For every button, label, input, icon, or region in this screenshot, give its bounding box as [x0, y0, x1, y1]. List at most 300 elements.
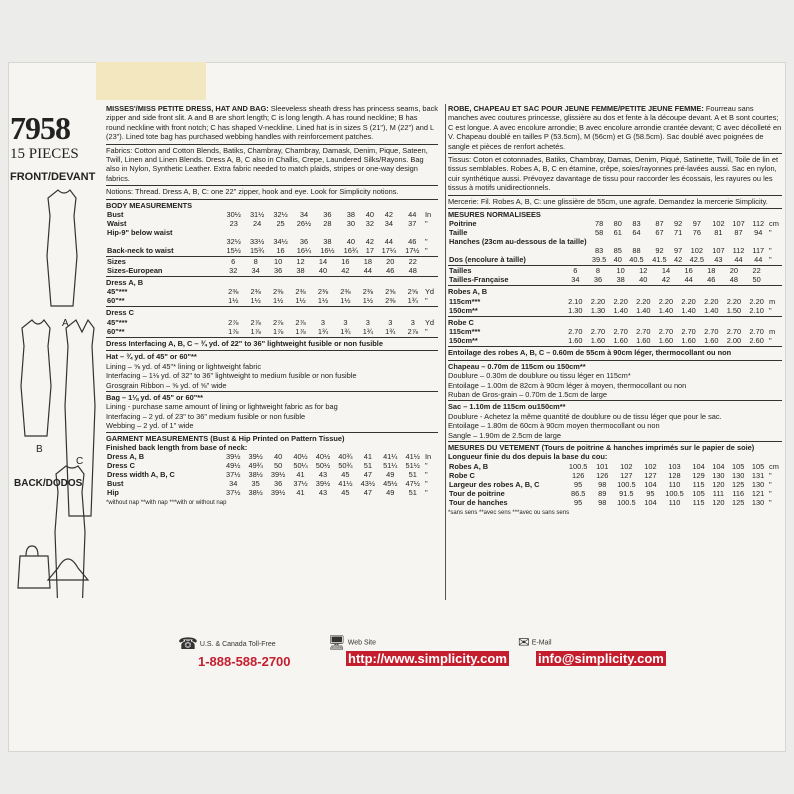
fr-body-cell: 94: [754, 228, 763, 238]
phone-number[interactable]: 1-888-588-2700: [198, 654, 291, 669]
en-body-cell: 40: [365, 210, 374, 220]
en-garment-cell: 51: [363, 461, 372, 471]
fr-body-label: Taille: [449, 228, 468, 238]
fr-body-cell: 81: [714, 228, 723, 238]
email-link[interactable]: info@simplicity.com: [538, 651, 664, 666]
en-yardage-c-cell: 3: [343, 317, 348, 327]
en-body-cell: 17½: [405, 246, 420, 256]
en-garment-unit: In: [425, 452, 432, 462]
en-body-cell: 15¾: [249, 246, 265, 256]
en-title: MISSES'/MISS PETITE DRESS, HAT AND BAG:: [106, 104, 269, 113]
en-body-row: [106, 237, 438, 246]
fr-body-cell: 41.5: [652, 255, 667, 265]
back-view-label: BACK/DODOS: [14, 478, 83, 489]
en-yardage-c-label: 60"**: [107, 326, 125, 336]
en-garment-cell: 41½: [405, 452, 420, 462]
fr-garment-cell: 89: [598, 488, 607, 498]
view-label-b: B: [36, 444, 43, 455]
fr-body-cell: [685, 237, 708, 246]
en-size-eu-cell: 32: [229, 266, 238, 276]
fr-garment-cell: 103: [668, 461, 681, 471]
fr-yardage-ab-cell: 2.20: [636, 296, 651, 306]
en-yardage-c-cell: 2⅞: [295, 317, 306, 327]
fr-body-cell: 80: [613, 219, 622, 229]
fr-garment-cell: 126: [596, 470, 609, 480]
fr-bag-line: Entoilage – 1.80m de 60cm à 90cm moyen thermocollant ou non: [448, 421, 660, 431]
fr-garment-unit: ": [769, 497, 772, 507]
fr-body-row: [448, 255, 782, 264]
web-link[interactable]: http://www.simplicity.com: [348, 651, 507, 666]
fr-yardage-c-cell: 1.60: [590, 336, 606, 346]
en-body-cell: 15½: [226, 246, 241, 256]
en-sizes-eu-label: Sizes-European: [107, 266, 163, 276]
en-size-eu-cell: 48: [408, 266, 417, 276]
en-garment-cell: 37½: [226, 470, 241, 480]
fr-body-cell: 92: [674, 219, 683, 229]
en-body-cell: 26½: [296, 219, 312, 229]
en-yardage-ab-cell: 1½: [272, 296, 284, 306]
fr-body-table: [448, 219, 782, 264]
en-yardage-ab-cell: 1½: [340, 296, 351, 306]
en-body-cell: 32½: [226, 237, 241, 247]
fr-garment-cell: 95: [574, 497, 583, 507]
fr-size-eu-cell: 44: [684, 275, 693, 285]
pattern-number: 7958: [10, 110, 70, 146]
en-garment-cell: 40½: [293, 452, 308, 462]
fr-yardage-ab-unit: ": [769, 305, 772, 315]
en-body-cell: 25: [276, 219, 285, 229]
fr-garment-cell: 91.5: [619, 488, 634, 498]
fr-body-cell: 43: [714, 255, 723, 265]
en-body-cell: 40: [346, 237, 355, 247]
en-garment-cell: 40½: [315, 452, 331, 462]
en-garment-cell: 47: [363, 488, 372, 498]
fr-garment-cell: 128: [668, 470, 681, 480]
en-garment-sub: Finished back length from base of neck:: [106, 442, 248, 452]
fr-body-cell: 102: [690, 246, 703, 256]
fr-yardage-ab-row: [448, 297, 782, 306]
en-yardage-ab-cell: 2⅝: [407, 287, 418, 297]
en-hat-line: Grosgrain Ribbon – ⅝ yd. of ⅝" wide: [106, 380, 227, 390]
en-body-cell: 34½: [273, 237, 288, 247]
phone-icon: ☎: [178, 636, 198, 653]
fr-yardage-c-cell: 1.60: [568, 336, 583, 346]
fr-notions: Mercerie: Fil. Robes A, B, C: une glissière de 55cm, une agrafe. Demandez la mercerie Simplicity.: [448, 195, 782, 206]
fr-garment-row: [448, 480, 782, 489]
en-body-cell: 36: [323, 210, 332, 220]
fr-garment-cell: 110: [668, 497, 681, 507]
en-size-eu-cell: 36: [273, 266, 283, 276]
en-garment-row: [106, 479, 438, 488]
en-body-cell: 38: [323, 237, 332, 247]
en-body-cell: [339, 228, 362, 237]
fr-yardage-c-cell: 1.60: [681, 336, 696, 346]
en-body-cell: 28: [323, 219, 332, 229]
fr-yardage-ab-cell: 2.20: [749, 296, 764, 306]
fr-garment-cell: 130: [732, 470, 745, 480]
fr-yardage-c-cell: 2.70: [726, 327, 742, 337]
en-body-cell: 34: [299, 210, 309, 220]
fr-yardage-ab-cell: 1.40: [681, 305, 696, 315]
fr-garment-cell: 101: [596, 461, 609, 471]
contact-footer: [178, 634, 678, 669]
fr-bag-line: Sangle – 1.90m de 2.5cm de large: [448, 430, 561, 440]
en-body-row: [106, 228, 438, 237]
en-yardage-c-cell: 1⅞: [228, 326, 239, 336]
fr-size-cell: 10: [616, 266, 625, 276]
fr-size-cell: 12: [639, 266, 648, 276]
en-dress-ab-table: [106, 287, 438, 305]
en-body-cell: 16¾: [343, 246, 359, 256]
en-yardage-c-cell: 1⅞: [250, 326, 261, 336]
fr-garment-cell: 100.5: [617, 497, 636, 507]
fr-garment-cell: 100.5: [568, 461, 588, 471]
en-garment-cell: 50¾: [338, 461, 353, 471]
en-body-row: [106, 219, 438, 228]
en-yardage-c-cell: 1¾: [385, 326, 396, 336]
fr-yardage-c-cell: 2.70: [590, 327, 606, 337]
fr-garment-cell: 127: [644, 470, 657, 480]
en-body-unit: ": [425, 246, 428, 256]
en-yardage-ab-row: [106, 287, 438, 296]
fr-garment-cell: 104: [644, 479, 657, 489]
fr-size-cell: 6: [573, 266, 578, 276]
fr-yardage-ab-label: 150cm**: [449, 305, 478, 315]
fr-garment-cell: 104: [692, 461, 705, 471]
en-garment-cell: 43: [318, 488, 328, 498]
fr-yardage-c-label: 150cm**: [449, 336, 478, 346]
fr-size-cell: 14: [661, 266, 671, 276]
fr-body-cell: [671, 237, 685, 246]
en-garment-cell: 38½: [248, 488, 263, 498]
en-garment-row: [106, 488, 438, 497]
price-sticker: [96, 62, 206, 100]
en-yardage-c-cell: 3: [320, 317, 326, 327]
fr-robes-ab-table: [448, 297, 782, 315]
fr-size-eu-cell: 38: [616, 275, 625, 285]
fr-garment-cell: 105: [751, 461, 765, 471]
en-yardage-c-row: [106, 327, 438, 336]
en-dress-c-label: Dress C: [106, 306, 438, 317]
fr-body-cell: 78: [594, 219, 604, 229]
en-garment-cell: 51¼: [383, 461, 398, 471]
fr-garment-cell: 104: [644, 497, 657, 507]
en-sizes-table: [106, 256, 438, 275]
fr-body-cell: 40.5: [629, 255, 644, 265]
fr-robes-ab-label: Robes A, B: [448, 285, 782, 296]
fr-body-unit: cm: [769, 219, 779, 229]
fr-garment-row: [448, 471, 782, 480]
fr-body-cell: 85: [613, 246, 622, 256]
fr-yardage-c-label: 115cm***: [449, 327, 481, 337]
en-garment-cell: 41½: [338, 479, 353, 489]
en-size-eu-cell: 40: [318, 266, 328, 276]
fr-yardage-ab-cell: 1.40: [658, 305, 674, 315]
fr-yardage-ab-cell: 2.20: [613, 296, 628, 306]
fr-yardage-c-cell: 2.70: [613, 327, 628, 337]
en-dress-ab-label: Dress A, B: [106, 276, 438, 287]
web-label: Web Site: [347, 639, 377, 647]
fr-garment-row: [448, 498, 782, 507]
en-hat-line: Hat – ¾ yd. of 45" or 60"**: [106, 352, 197, 362]
fr-size-eu-cell: 48: [729, 275, 739, 285]
computer-icon: 🖥: [328, 634, 346, 650]
en-garment-row: [106, 461, 438, 470]
en-dress-c-table: [106, 318, 438, 336]
fr-body-unit: ": [769, 246, 772, 256]
fr-description: Fourreau sans manches avec coutures princesse, glissière au dos et fente à la découpe devant. A et B sont courtes; C est longue. A avec encolure arrondie; B avec encolure arrondie crantée devant; C avec décolleté en V. Chapeau doublé en tailles P (53.5cm), M (56cm) et G (58.5cm). Sac doublé avec poignées de sangle et pièces de renfort achetés.: [448, 104, 782, 151]
en-body-table: [106, 210, 438, 255]
fr-yardage-c-row: [448, 327, 782, 336]
en-yardage-ab-cell: 2⅜: [362, 287, 373, 297]
column-divider: [445, 104, 446, 600]
en-body-cell: 16½: [320, 246, 335, 256]
en-yardage-c-label: 45"***: [107, 317, 128, 327]
en-body-cell: 46: [408, 237, 417, 247]
en-body-cell: 31½: [249, 210, 265, 220]
en-garment-cell: 47: [363, 470, 372, 480]
fr-yardage-ab-cell: 2.20: [726, 296, 742, 306]
en-yardage-c-cell: 3: [388, 317, 393, 327]
en-yardage-c-cell: 1⅞: [295, 326, 306, 336]
en-body-cell: 24: [253, 219, 262, 229]
fr-yardage-c-cell: 2.00: [726, 336, 742, 346]
en-garment-label: Dress A, B: [107, 452, 145, 462]
fr-body-cell: 64: [632, 228, 641, 238]
en-body-unit: [424, 228, 438, 237]
en-garment-cell: 39½: [270, 488, 286, 498]
fr-garment-cell: 95: [574, 479, 583, 489]
fr-yardage-ab-cell: 1.40: [704, 305, 719, 315]
en-yardage-ab-row: [106, 296, 438, 305]
fr-garment-cell: 130: [712, 470, 725, 480]
en-garment-cell: 41: [296, 470, 305, 480]
fr-body-cell: 44: [734, 255, 743, 265]
fr-garment-cell: 98: [598, 497, 607, 507]
en-size-cell: 16: [341, 257, 350, 267]
fr-garment-cell: 110: [668, 479, 681, 489]
fr-yardage-c-cell: 1.60: [658, 336, 674, 346]
fr-yardage-c-cell: 1.60: [613, 336, 628, 346]
fr-size-cell: 18: [707, 266, 716, 276]
fr-garment-cell: 127: [620, 470, 633, 480]
en-yardage-c-cell: 1¾: [317, 326, 329, 336]
fr-body-cell: [708, 237, 728, 246]
fr-fabrics: Tissus: Coton et cotonnades, Batiks, Chambray, Damas, Denim, Piqué, Satinette, Twill, Toile de lin et tissus semblables. Robes A, B, C en étamine, crêpe, soies/rayonnes pré-lavées aussi. Sac en nylon, cuir synthétique aussi. Prévoyez davantage de tissu pour raccorder les écossais, les rayures ou les tissus à motifs unidirectionnels.: [448, 153, 782, 193]
fr-yardage-ab-label: 115cm***: [449, 296, 481, 306]
en-hat-line: Interfacing – 1⅛ yd. of 32" to 36" lightweight to medium fusible or non fusible: [106, 371, 357, 381]
fr-garment-cell: 105: [692, 488, 705, 498]
en-yardage-c-cell: 2⅞: [228, 317, 239, 327]
fr-body-cell: 107: [712, 246, 725, 256]
fr-garment-cell: 98: [598, 479, 607, 489]
fr-body-cell: 112: [752, 219, 765, 229]
fr-body-cell: 117: [752, 246, 765, 256]
fr-yardage-ab-cell: 2.10: [749, 305, 764, 315]
en-body-cell: [292, 228, 315, 237]
fr-body-cell: [749, 237, 768, 246]
en-body-unit: ": [425, 219, 428, 229]
en-yardage-c-cell: 1⅞: [272, 326, 284, 336]
fr-yardage-ab-cell: 2.20: [681, 296, 696, 306]
en-bag-list: [106, 391, 438, 431]
en-body-unit: ": [425, 237, 428, 247]
en-body-row: [106, 210, 438, 219]
fr-robe-c-table: [448, 327, 782, 345]
en-yardage-ab-cell: 1¾: [407, 296, 418, 306]
fr-body-unit: ": [769, 228, 772, 238]
en-garment-cell: 40: [273, 452, 283, 462]
fr-size-eu-cell: 36: [593, 275, 603, 285]
fr-body-cell: 83: [594, 246, 604, 256]
en-body-label: [106, 237, 222, 246]
en-size-eu-cell: 46: [386, 266, 395, 276]
en-body-unit: In: [425, 210, 432, 220]
en-body-cell: [316, 228, 339, 237]
fr-body-header: MESURES NORMALISEES: [448, 208, 782, 219]
phone-block: [178, 634, 291, 669]
en-body-cell: 32: [365, 219, 374, 229]
hat-icon: [48, 559, 88, 580]
en-body-cell: 34: [384, 219, 393, 229]
en-size-eu-cell: 34: [251, 266, 260, 276]
fr-body-cell: [648, 237, 671, 246]
en-body-cell: 16: [276, 246, 285, 256]
en-garment-cell: 39½: [270, 470, 286, 480]
en-yardage-ab-label: 60"**: [107, 296, 125, 306]
en-body-cell: [269, 228, 292, 237]
en-garment-cell: 49: [386, 470, 395, 480]
fr-sizes-label: Tailles: [449, 266, 472, 276]
fr-garment-cell: 102: [620, 461, 633, 471]
web-block: [328, 634, 509, 666]
en-size-cell: 8: [253, 257, 258, 267]
en-garment-cell: 45: [341, 470, 350, 480]
english-column: [106, 104, 438, 509]
en-yardage-ab-cell: 2⅜: [340, 287, 351, 297]
bag-icon: [18, 546, 50, 588]
en-yardage-c-cell: 1¾: [340, 326, 351, 336]
dress-a-front: [47, 190, 77, 306]
fr-yardage-ab-cell: 1.40: [613, 305, 628, 315]
en-body-cell: 17¼: [381, 246, 397, 256]
fr-yardage-c-cell: 2.70: [681, 327, 696, 337]
en-bag-line: Webbing – 2 yd. of 1" wide: [106, 421, 194, 431]
fr-garment-table: [448, 462, 782, 507]
fr-body-cell: 87: [734, 228, 743, 238]
fr-body-cell: 76: [692, 228, 701, 238]
fr-size-cell: 16: [684, 266, 693, 276]
fr-yardage-c-cell: 2.70: [568, 327, 583, 337]
en-bag-line: Bag – 1⅛ yd. of 45" or 60"**: [106, 392, 203, 402]
en-garment-cell: 41: [296, 488, 305, 498]
en-body-cell: [363, 228, 378, 237]
fr-bag-line: Doublure - Achetez la même quantité de doublure ou de tissu léger que pour le sac.: [448, 411, 722, 421]
en-body-label: Waist: [107, 219, 127, 229]
fr-size-eu-cell: 46: [707, 275, 716, 285]
en-size-cell: 12: [296, 257, 305, 267]
en-body-cell: 42: [365, 237, 374, 247]
fr-yardage-ab-cell: 2.20: [658, 296, 674, 306]
fr-body-cell: [588, 237, 611, 246]
en-garment-cell: 51: [408, 488, 417, 498]
fr-garment-cell: 116: [732, 488, 745, 498]
fr-garment-cell: 130: [751, 479, 765, 489]
en-garment-cell: 49: [386, 488, 395, 498]
fr-body-label: Hanches (23cm au-dessous de la taille): [449, 237, 587, 247]
en-fabrics: Fabrics: Cotton and Cotton Blends, Batiks, Chambray, Chambray, Damask, Denim, Pique, Sateen, Twill, Linen and Linen Blends. Dress A, B, C also in Challis, Crepe, Laundered Silks/Rayons. Bag also in Nylon, Synthetic Leather. Extra fabric needed to match plaids, stripes or one-way design fabrics.: [106, 144, 438, 184]
en-body-cell: 44: [408, 210, 417, 220]
en-body-row: [106, 246, 438, 255]
fr-garment-cell: 125: [732, 497, 745, 507]
en-garment-cell: 43: [318, 470, 328, 480]
piece-count: 15 PIECES: [10, 146, 79, 162]
fr-body-cell: [611, 237, 625, 246]
en-garment-cell: 36: [273, 479, 283, 489]
fr-garment-header: MESURES DU VETEMENT (Tours de poitrine & hanches imprimés sur le papier de soie): [448, 441, 782, 452]
en-garment-label: Dress width A, B, C: [107, 470, 175, 480]
en-yardage-ab-cell: 1½: [317, 296, 329, 306]
en-garment-cell: 37½: [226, 488, 241, 498]
en-yardage-c-cell: 3: [410, 317, 415, 327]
en-body-cell: 16¼: [296, 246, 312, 256]
en-yardage-c-unit: ": [425, 326, 428, 336]
fr-bag-list: [448, 400, 782, 440]
fr-yardage-c-cell: 2.60: [749, 336, 764, 346]
fr-garment-cell: 95: [646, 488, 655, 498]
fr-body-label: Poitrine: [449, 219, 477, 229]
en-body-label: Back-neck to waist: [107, 246, 174, 256]
en-body-cell: 32½: [273, 210, 288, 220]
en-garment-cell: 51½: [405, 461, 420, 471]
en-sizes-label: Sizes: [107, 257, 126, 267]
email-label: E-Mail: [531, 639, 552, 647]
fr-yardage-c-unit: m: [769, 327, 776, 337]
en-yardage-ab-unit: Yd: [425, 287, 435, 297]
en-body-cell: 23: [229, 219, 238, 229]
en-garment-unit: ": [425, 488, 428, 498]
en-garment-table: [106, 452, 438, 497]
en-garment-label: Bust: [107, 479, 124, 489]
fr-robe-c-label: Robe C: [448, 316, 782, 327]
fr-garment-cell: 125: [732, 479, 745, 489]
fr-body-cell: [728, 237, 748, 246]
en-body-label: Hip-9" below waist: [107, 228, 173, 238]
en-bag-line: Interfacing – 2 yd. of 23" to 36" medium fusible or non fusible: [106, 411, 306, 421]
fr-body-cell: [625, 237, 648, 246]
en-size-cell: 10: [273, 257, 283, 267]
fr-garment-label: Tour de hanches: [449, 497, 508, 507]
tollfree-label: U.S. & Canada Toll-Free: [199, 640, 276, 648]
fr-body-cell: 42: [674, 255, 683, 265]
en-garment-cell: 43½: [360, 479, 376, 489]
en-body-cell: 17: [365, 246, 374, 256]
en-body-header: BODY MEASUREMENTS: [106, 199, 438, 210]
en-garment-cell: 49¾: [248, 461, 263, 471]
fr-size-eu-cell: 40: [639, 275, 648, 285]
en-yardage-ab-cell: 1½: [228, 296, 239, 306]
en-body-cell: 30½: [226, 210, 241, 220]
fr-body-cell: 87: [655, 219, 664, 229]
fr-yardage-c-cell: 2.70: [636, 327, 651, 337]
email-icon: ✉: [518, 634, 530, 650]
en-size-cell: 14: [318, 257, 328, 267]
fr-garment-cell: 120: [712, 497, 725, 507]
en-body-label: Bust: [107, 210, 124, 220]
en-garment-cell: 50¼: [293, 461, 308, 471]
en-yardage-c-unit: Yd: [425, 317, 435, 327]
en-garment-cell: 45: [341, 488, 350, 498]
